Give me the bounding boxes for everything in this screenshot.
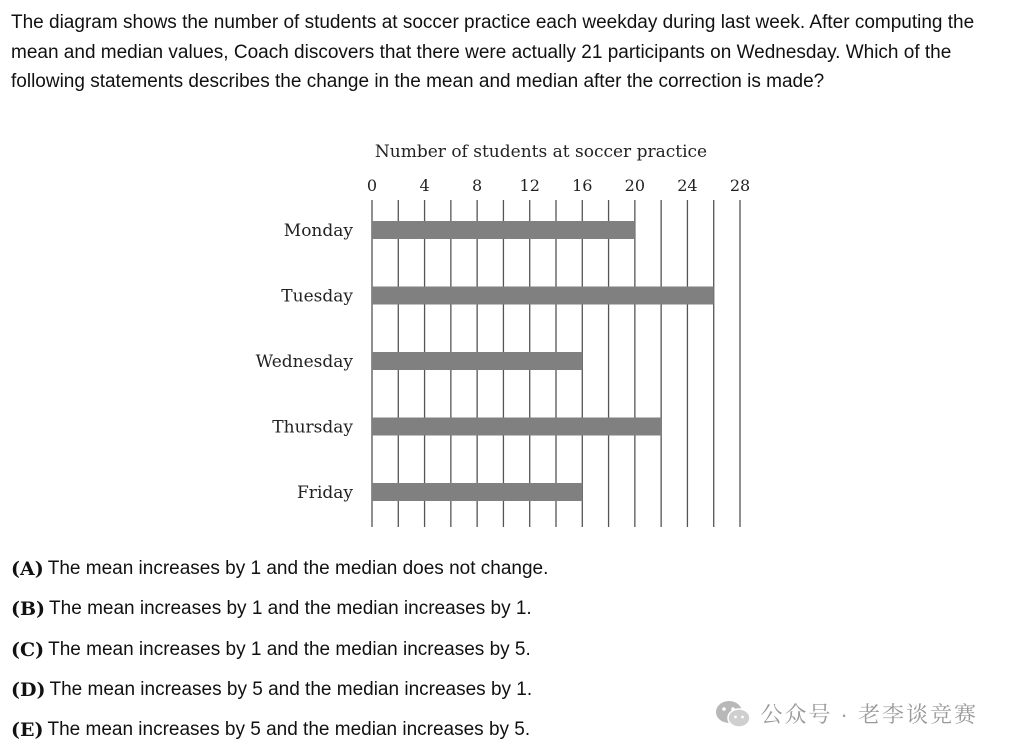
option-text: The mean increases by 1 and the median increases by 5. xyxy=(48,638,531,660)
option-letter: (C) xyxy=(11,638,45,661)
bar xyxy=(372,418,661,436)
category-label: Monday xyxy=(283,221,353,241)
x-tick-label: 8 xyxy=(472,176,483,195)
option-a[interactable] xyxy=(11,549,711,589)
x-tick-label: 12 xyxy=(519,176,540,195)
option-text: The mean increases by 5 and the median increases by 5. xyxy=(47,719,531,741)
bar-chart xyxy=(240,135,780,535)
bar xyxy=(372,352,582,370)
option-text: The mean increases by 1 and the median increases by 1. xyxy=(49,598,532,620)
x-tick-label: 0 xyxy=(366,176,378,195)
option-text: The mean increases by 1 and the median does not change. xyxy=(47,558,549,580)
category-label: Wednesday xyxy=(255,352,353,372)
category-label: Tuesday xyxy=(281,286,353,307)
x-tick-label: 16 xyxy=(572,176,593,195)
option-letter: (B) xyxy=(11,598,46,621)
bar xyxy=(372,483,582,501)
chart-title: Number of students at soccer practice xyxy=(374,142,708,162)
option-e[interactable] xyxy=(11,710,711,750)
option-letter: (E) xyxy=(11,719,44,742)
x-tick-label: 28 xyxy=(729,176,751,195)
category-label: Thursday xyxy=(272,417,353,438)
question-text: The diagram shows the number of students at soccer practice each weekday during last week. After computing the mean and median values, Coach discovers that there were actually 21 participants on Wednesday. Which of the following statements describes the change in the mean and median after the correction is made? xyxy=(11,12,975,92)
option-d[interactable] xyxy=(11,670,711,710)
chart-svg xyxy=(240,135,780,535)
watermark-text: 公众号 · 老李谈竞赛 xyxy=(760,702,978,727)
x-tick-label: 24 xyxy=(677,176,698,195)
bar xyxy=(372,287,714,305)
option-b[interactable] xyxy=(11,589,711,629)
option-text: The mean increases by 5 and the median increases by 1. xyxy=(49,679,533,701)
wechat-icon xyxy=(714,699,752,729)
x-tick-label: 20 xyxy=(624,176,646,195)
option-letter: (D) xyxy=(11,679,46,702)
category-label: Friday xyxy=(297,483,353,503)
x-tick-label: 4 xyxy=(419,176,430,195)
watermark xyxy=(714,698,978,729)
option-c[interactable] xyxy=(11,630,711,670)
answer-options xyxy=(11,549,711,750)
option-letter: (A) xyxy=(11,558,44,581)
bar xyxy=(372,221,635,239)
